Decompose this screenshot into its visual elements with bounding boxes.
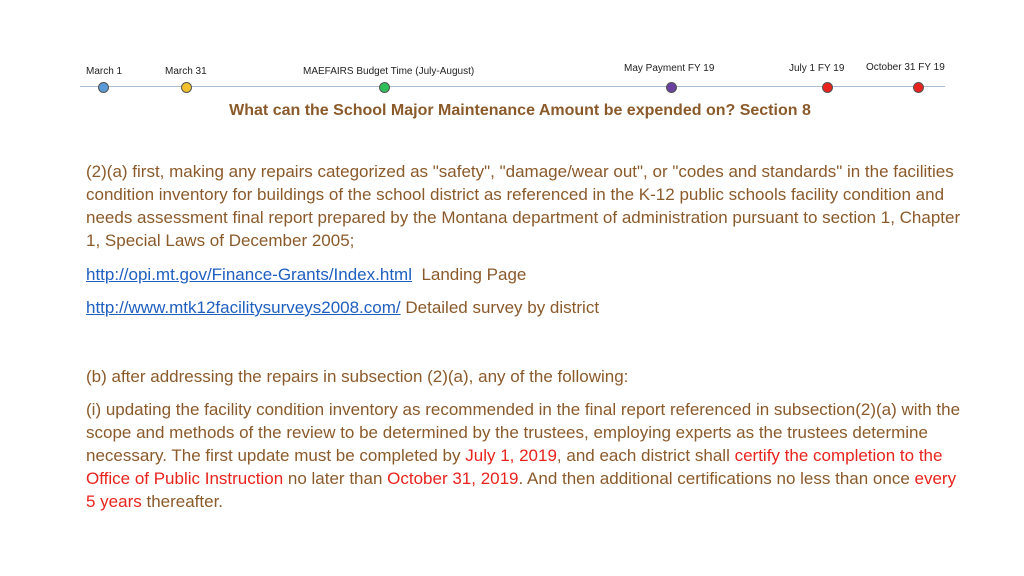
milestone-label-march-31: March 31 — [165, 66, 207, 77]
paragraph-2b: (b) after addressing the repairs in subsection (2)(a), any of the following: — [86, 367, 629, 386]
every-5-years-highlight: every 5 years — [86, 469, 957, 511]
p3-text-a: (i) updating the facility condition inventory as recommended in the final report referenced in subsection(2)(a) with the scope and methods of the review to be determined by the trustees, employing experts as the trustees determine necessary. The first update must be completed by — [86, 400, 961, 465]
p3-text-g: . And then additional certifications no less than once — [518, 469, 915, 488]
link-opi-finance[interactable]: http://opi.mt.gov/Finance-Grants/Index.html — [86, 265, 412, 284]
milestone-marker-march-1 — [98, 82, 109, 93]
milestone-marker-march-31 — [181, 82, 192, 93]
p3-text-c: , and each district shall — [556, 446, 735, 465]
milestone-label-march-1: March 1 — [86, 66, 123, 77]
milestone-marker-july-1 — [822, 82, 833, 93]
link-facility-surveys[interactable]: http://www.mtk12facilitysurveys2008.com/ — [86, 298, 401, 317]
p3-text-i: thereafter. — [141, 492, 224, 511]
milestone-label-maefairs: MAEFAIRS Budget Time (July-August) — [303, 66, 475, 77]
p3-text-e: no later than — [283, 469, 388, 488]
section-heading: What can the School Major Maintenance Amount be expended on? Section 8 — [229, 102, 811, 119]
milestone-label-october-31: October 31 FY 19 — [866, 62, 945, 73]
timeline-axis — [80, 86, 945, 87]
link-survey-description: Detailed survey by district — [405, 298, 600, 317]
milestone-label-may-payment: May Payment FY 19 — [624, 63, 715, 74]
deadline-october-2019: October 31, 2019 — [387, 469, 519, 488]
paragraph-2a: (2)(a) first, making any repairs categorized as "safety", "damage/wear out", or "codes and standards" in the facilities condition inventory for buildings of the school district as referenced in the K-12 public schools facility condition and needs assessment final report prepared by the Montana department of administration pursuant to section 1, Chapter 1, Special Laws of December 2005; — [86, 162, 961, 250]
deadline-july-2019: July 1, 2019 — [465, 446, 557, 465]
milestone-marker-maefairs — [379, 82, 390, 93]
certify-opi-highlight: certify the completion to the Office of Public Instruction — [86, 446, 943, 488]
timeline — [0, 0, 1024, 100]
link-row-survey — [86, 296, 966, 319]
paragraph-2b-i — [86, 398, 966, 513]
milestone-marker-october-31 — [913, 82, 924, 93]
link-opi-description: Landing Page — [421, 265, 527, 284]
link-row-landing — [86, 263, 966, 286]
milestone-marker-may-payment — [666, 82, 677, 93]
milestone-label-july-1: July 1 FY 19 — [789, 63, 845, 74]
